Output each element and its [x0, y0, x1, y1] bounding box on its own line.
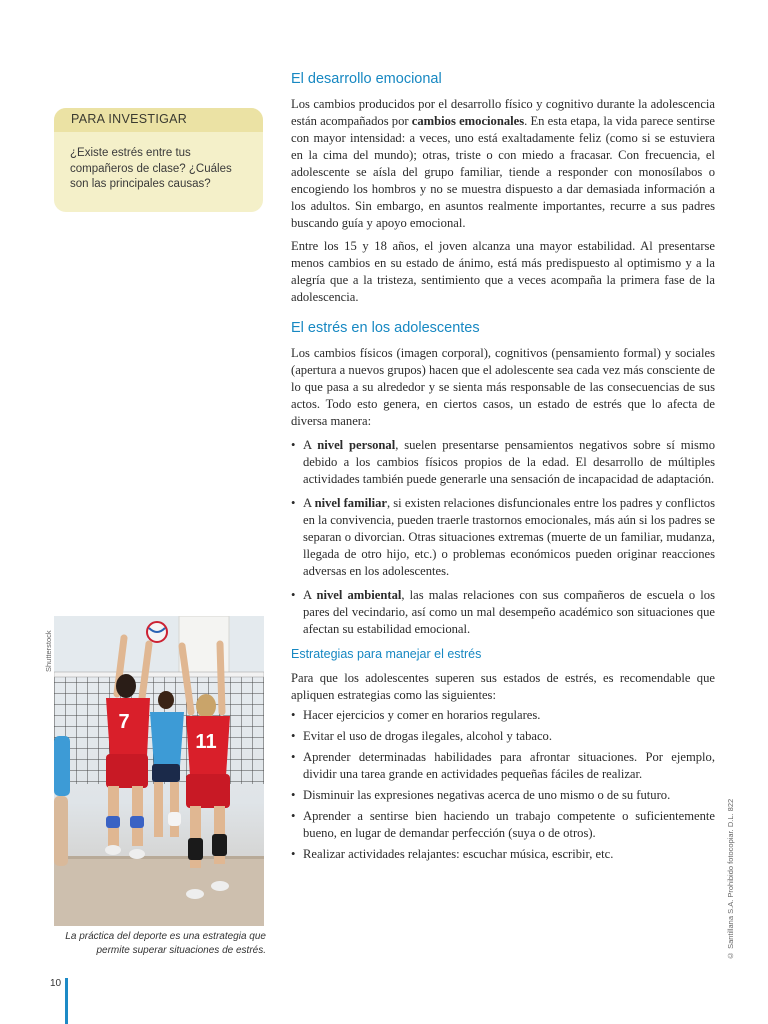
section-heading-estres: El estrés en los adolescentes — [291, 320, 480, 336]
main-column — [291, 70, 715, 863]
volleyball-photo — [54, 616, 264, 926]
paragraph-desarrollo-1: Los cambios producidos por el desarrollo físico y cognitivo durante la adolescencia están acompañados por cambios emocionales. En esta etapa, la vida parece sentirse con mayor intensidad: a veces, uno está exaltadamente feliz (como si se estuviera en la cima del mundo); otras, triste o con miedo a fracasar. Con frecuencia, el adolescente se aísla del grupo familiar, tiende a responder con monosílabos o encogiendo los hombros y no se muestra dispuesto a dar demasiada información a los adultos. Sin embargo, en asuntos realmente importantes, recurre a sus padres buscando guía y apoyo emocional. — [291, 97, 716, 230]
paragraph-estrategias-intro: Para que los adolescentes superen sus estados de estrés, es recomendable que apliquen estrategias como las siguientes: — [291, 671, 715, 702]
copyright-notice: © Santillana S.A. Prohibido fotocopiar. D.L. 822 — [726, 798, 735, 960]
bullet-estrategia-6: • Realizar actividades relajantes: escuchar música, escribir, etc. — [291, 846, 715, 863]
jersey-number-right: 11 — [195, 731, 217, 753]
page-number: 10 — [50, 978, 62, 989]
bullet-estrategia-2: • Evitar el uso de drogas ilegales, alcohol y tabaco. — [291, 728, 715, 745]
para-investigar-question: ¿Existe estrés entre tus compañeros de clase? ¿Cuáles son las principales causas? — [70, 147, 232, 190]
bullet-estrategia-5: • Aprender a sentirse bien haciendo un trabajo competente o suficientemente bueno, en lugar de demandar perfección (suya o de otros). — [291, 808, 715, 842]
bullet-estrategia-4: • Disminuir las expresiones negativas acerca de uno mismo o de su futuro. — [291, 787, 715, 804]
jersey-number-left: 7 — [118, 711, 130, 733]
page-accent-bar — [65, 978, 68, 1024]
section-heading-desarrollo-emocional: El desarrollo emocional — [291, 71, 442, 87]
bullet-estrategia-1: • Hacer ejercicios y comer en horarios regulares. — [291, 707, 715, 724]
bullet-nivel-familiar: • A nivel familiar, si existen relaciones disfuncionales entre los padres y conflictos en la convivencia, pueden traerle trastornos emocionales, más aún si los padres se separan o divorcian. Otras situaciones extremas (muerte de un familiar, mudanza, llegada de otro hijo, etc.) o problemas económicos pueden originar reacciones adversas en los adolescentes. — [291, 495, 715, 580]
bullet-nivel-ambiental: • A nivel ambiental, las malas relaciones con sus compañeros de escuela o los pares del vecindario, así como un mal desempeño académico son situaciones que afectan su estabilidad emocional. — [291, 587, 715, 638]
paragraph-desarrollo-2: Entre los 15 y 18 años, el joven alcanza una mayor estabilidad. Al presentarse menos cambios en su estado de ánimo, está más predispuesto al optimismo y a la alegría que a la tristeza, sentimiento que a veces acompaña la primera fase de la adolescencia. — [291, 239, 715, 304]
paragraph-estres-1: Los cambios físicos (imagen corporal), cognitivos (pensamiento formal) y sociales (apertura a nuevos grupos) hacen que el adolescente sea cada vez más consciente de lo que pasa a su alrededor y se sienta más responsable de las consecuencias de sus actos. Todo esto genera, en ciertos casos, un estado de estrés que lo afecta de diversa manera: — [291, 346, 715, 428]
photo-caption: La práctica del deporte es una estrategia que permite superar situaciones de estrés. — [65, 931, 266, 956]
photo-credit: Shutterstock — [44, 630, 53, 672]
para-investigar-box — [54, 108, 263, 212]
bullet-estrategia-3: • Aprender determinadas habilidades para afrontar situaciones. Por ejemplo, dividir una tarea grande en actividades pequeñas fáciles de realizar. — [291, 749, 715, 783]
volleyball-illustration — [54, 616, 264, 926]
para-investigar-title: PARA INVESTIGAR — [54, 108, 263, 132]
bullet-nivel-personal: • A nivel personal, suelen presentarse pensamientos negativos sobre sí mismo debido a los cambios físicos propios de la edad. El desarrollo de múltiples actividades también puede generarle una sensación de incapacidad de adaptación. — [291, 437, 715, 488]
subheading-estrategias: Estrategias para manejar el estrés — [291, 647, 482, 661]
player-opponent — [150, 691, 184, 837]
